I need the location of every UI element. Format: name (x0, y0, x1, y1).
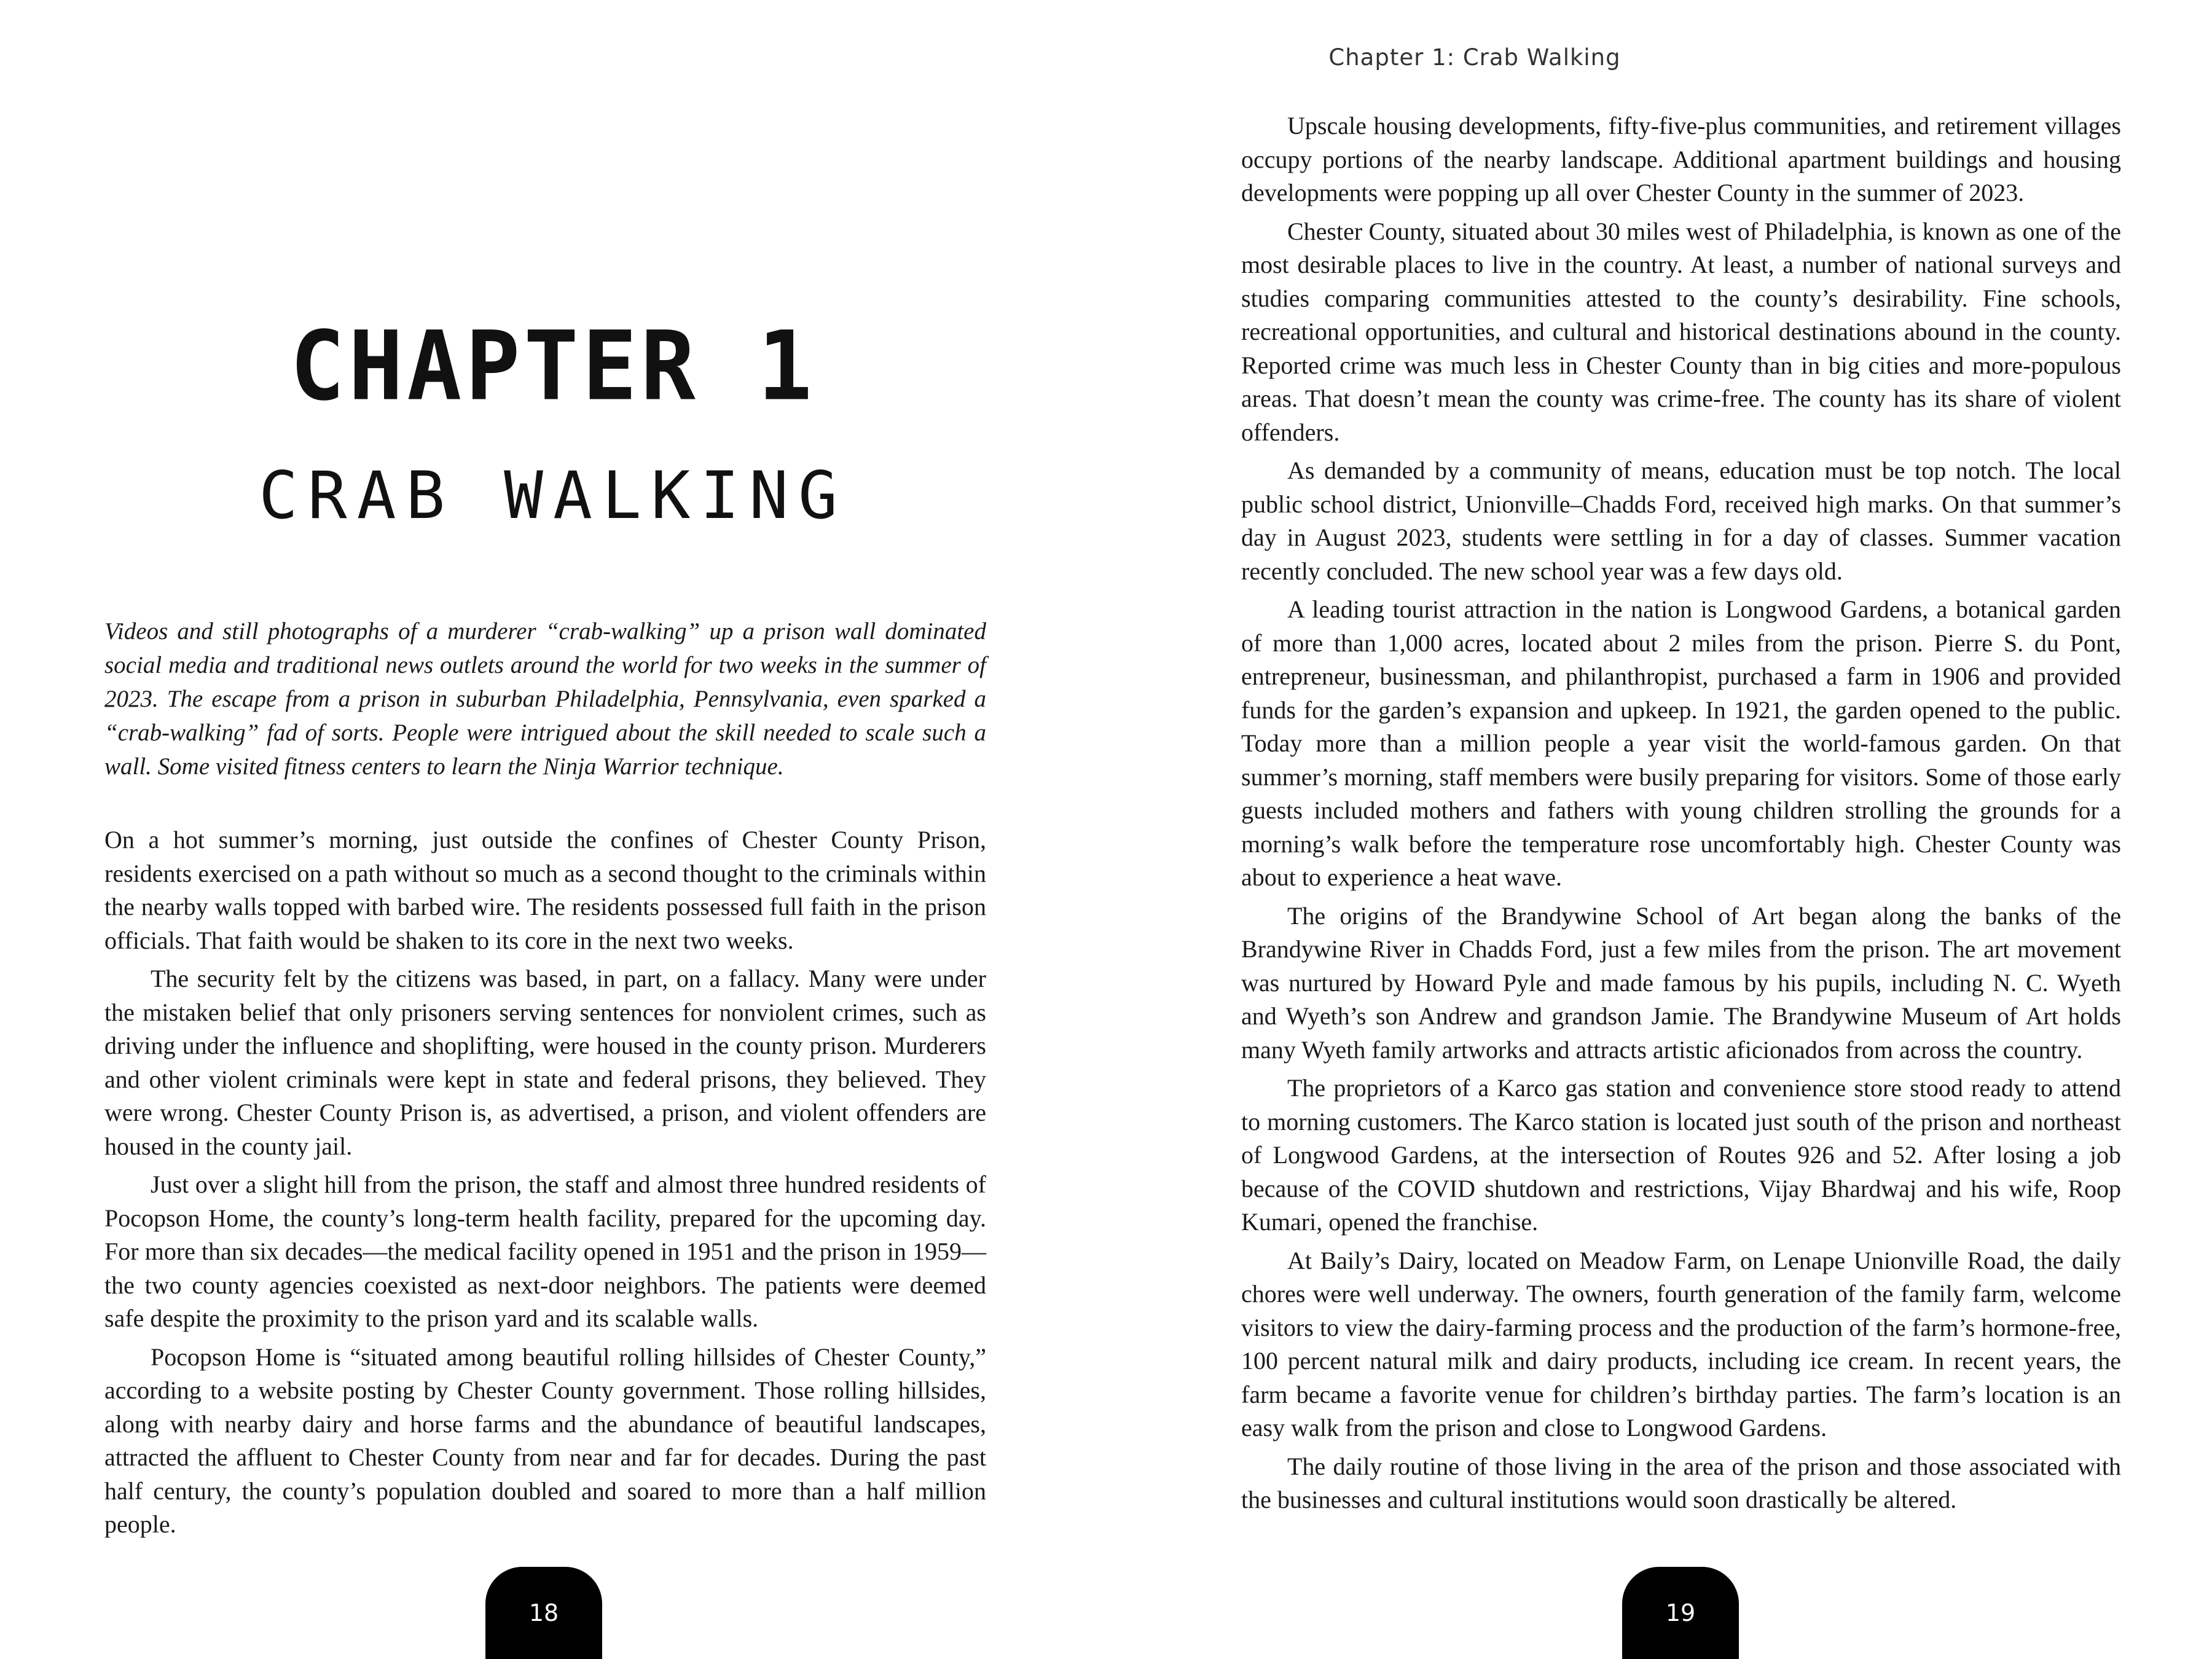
page-number-tab (485, 1567, 602, 1659)
running-head: Chapter 1: Crab Walking (1328, 44, 1621, 71)
paragraph: Just over a slight hill from the prison, the staff and almost three hundred residents of Pocopson Home, the county’s long-term health facility, prepared for the upcoming day. For more than six decades—the medical facility opened in 1951 and the prison in 1959—the two county agencies coexisted as next-door neighbors. The patients were deemed safe despite the proximity to the prison yard and its scalable walls. (104, 1171, 986, 1332)
page-number-tab (1622, 1567, 1739, 1659)
right-page (1106, 0, 2212, 1659)
left-body-text (104, 823, 986, 1547)
paragraph: The origins of the Brandywine School of Art began along the banks of the Brandywine River in Chadds Ford, just a few miles from the prison. The art movement was nurtured by Howard Pyle and made famous by his pupils, including N. C. Wyeth and Wyeth’s son Andrew and grandson Jamie. The Brandywine Museum of Art holds many Wyeth family artworks and attracts artistic aficionados from across the country. (1241, 901, 2121, 1064)
paragraph: The proprietors of a Karco gas station and convenience store stood ready to attend to morning customers. The Karco station is located just south of the prison and northeast of Longwood Gardens, at the intersection of Routes 926 and 52. After losing a job because of the COVID shutdown and restrictions, Vijay Bhardwaj and his wife, Roop Kumari, opened the franchise. (1241, 1074, 2121, 1236)
paragraph: At Baily’s Dairy, located on Meadow Farm, on Lenape Unionville Road, the daily chores were well underway. The owners, fourth generation of the family farm, welcome visitors to view the dairy-farming process and the production of the farm’s hormone-free, 100 percent natural milk and dairy products, including ice cream. In recent years, the farm became a favorite venue for children’s birthday parties. The farm’s location is an easy walk from the prison and close to Longwood Gardens. (1241, 1246, 2121, 1441)
paragraph: On a hot summer’s morning, just outside the confines of Chester County Prison, residents exercised on a path without so much as a second thought to the criminals within the nearby walls topped with barbed wire. The residents possessed full faith in the prison officials. That faith would be shaken to its core in the next two weeks. (104, 826, 986, 954)
page-number: 18 (528, 1599, 559, 1626)
paragraph: Chester County, situated about 30 miles west of Philadelphia, is known as one of the most desirable places to live in the country. At least, a number of national surveys and studies comparing communities attested to the county’s desirability. Fine schools, recreational opportunities, and cultural and historical destinations abound in the county. Reported crime was much less in Chester County than in big cities and more-populous areas. That doesn’t mean the county was crime-free. The county has its share of violent offenders. (1241, 217, 2121, 446)
chapter-label: CHAPTER 1 (290, 310, 816, 422)
paragraph: A leading tourist attraction in the nation is Longwood Gardens, a botanical garden of more than 1,000 acres, located about 2 miles from the prison. Pierre S. du Pont, entrepreneur, businessman, and philanthropist, purchased a farm in 1906 and provided funds for the garden’s expansion and upkeep. In 1921, the garden opened to the public. Today more than a million people a year visit the world-famous garden. On that summer’s morning, staff members were busily preparing for visitors. Some of those early guests included mothers and fathers with young children strolling the grounds for a morning’s walk before the temperature rose uncomfortably high. Chester County was about to experience a heat wave. (1241, 595, 2121, 891)
paragraph: Pocopson Home is “situated among beautiful rolling hillsides of Chester County,” according to a website posting by Chester County government. Those rolling hillsides, along with nearby dairy and horse farms and the abundance of beautiful landscapes, attracted the affluent to Chester County from near and far for decades. During the past half century, the county’s population doubled and soared to more than a half million people. (104, 1343, 986, 1538)
paragraph: Upscale housing developments, fifty-five-plus communities, and retirement villages occupy portions of the nearby landscape. Additional apartment buildings and housing developments were popping up all over Chester County in the summer of 2023. (1241, 112, 2121, 206)
paragraph: The daily routine of those living in the area of the prison and those associated with the businesses and cultural institutions would soon drastically be altered. (1241, 1452, 2121, 1513)
chapter-title: CRAB WALKING (259, 458, 847, 533)
paragraph: As demanded by a community of means, education must be top notch. The local public school district, Unionville–Chadds Ford, received high marks. On that summer’s day in August 2023, students were settling in for a day of classes. Summer vacation recently concluded. The new school year was a few days old. (1241, 457, 2121, 585)
epigraph: Videos and still photographs of a murderer “crab-walking” up a prison wall dominated social media and traditional news outlets around the world for two weeks in the summer of 2023. The escape from a prison in suburban Philadelphia, Pennsylvania, even sparked a “crab-walking” fad of sorts. People were intrigued about the skill needed to scale such a wall. Some visited fitness centers to learn the Ninja Warrior technique. (104, 618, 986, 780)
paragraph: The security felt by the citizens was based, in part, on a fallacy. Many were under the mistaken belief that only prisoners serving sentences for nonviolent crimes, such as driving under the influence and shoplifting, were housed in the county prison. Murderers and other violent criminals were kept in state and federal prisons, they believed. They were wrong. Chester County Prison is, as advertised, a prison, and violent offenders are housed in the county jail. (104, 965, 986, 1160)
page-number: 19 (1665, 1599, 1696, 1626)
right-body-text (1241, 109, 2121, 1522)
